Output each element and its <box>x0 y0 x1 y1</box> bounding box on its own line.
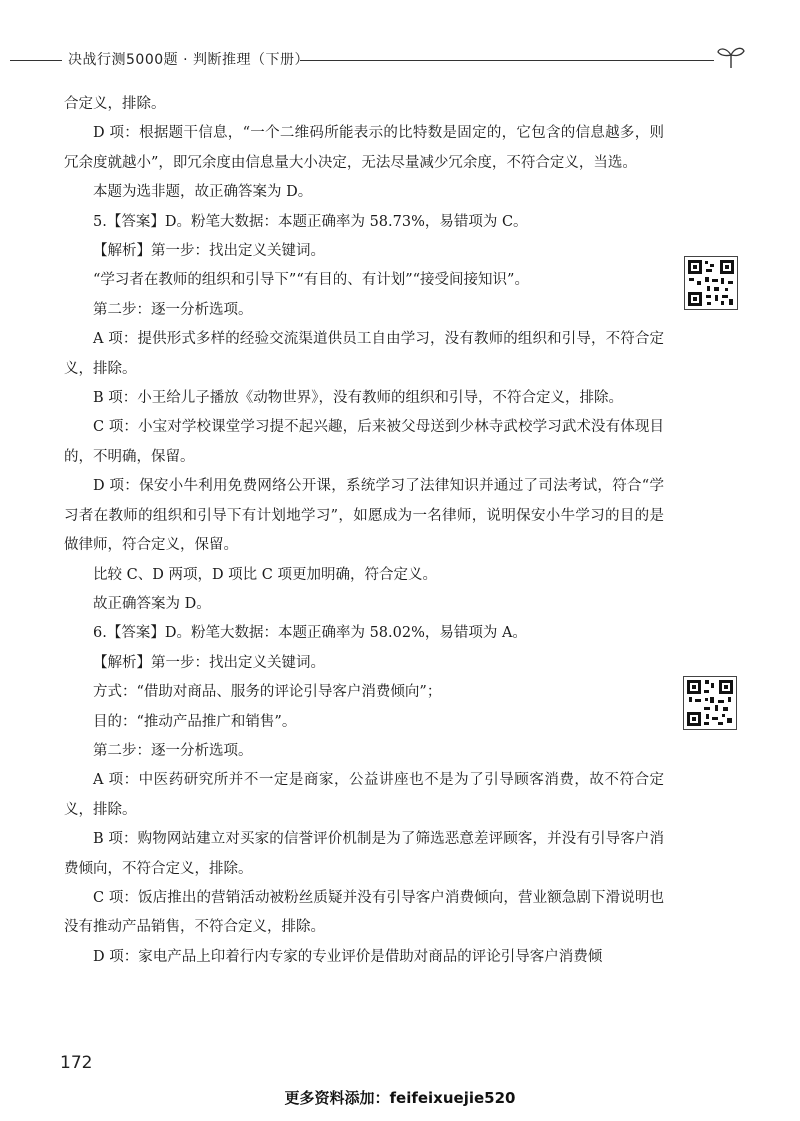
answer-heading-5: 5.【答案】D。粉笔大数据：本题正确率为 58.73%，易错项为 C。 <box>93 213 528 230</box>
paragraph: 本题为选非题，故正确答案为 D。 <box>93 184 313 201</box>
paragraph: D 项：保安小牛利用免费网络公开课，系统学习了法律知识并通过了司法考试，符合“学习者在教师的组织和引导下有计划地学习”，如愿成为一名律师，说明保安小牛学习的目的是做律师，符合定义，保留。 <box>64 478 664 554</box>
paragraph: C 项：小宝对学校课堂学习提不起兴趣，后来被父母送到少林寺武校学习武术没有体现目的，不明确，保留。 <box>64 419 664 465</box>
book-title: 决战行测5000题 · 判断推理（下册） <box>68 52 309 68</box>
analysis-heading: 【解析】第一步：找出定义关键词。 <box>93 243 325 260</box>
paragraph: D 项：根据题干信息，“一个二维码所能表示的比特数是固定的，它包含的信息越多，则冗余度就越小”，即冗余度由信息量大小决定，无法尽量减少冗余度，不符合定义，当选。 <box>64 125 664 171</box>
paragraph: B 项：小王给儿子播放《动物世界》，没有教师的组织和引导，不符合定义，排除。 <box>93 390 624 407</box>
paragraph: D 项：家电产品上印着行内专家的专业评价是借助对商品的评论引导客户消费倾 <box>93 948 603 965</box>
paragraph: 合定义，排除。 <box>64 96 166 112</box>
body-text <box>64 90 664 972</box>
header-rule-right <box>300 60 714 61</box>
paragraph: 故正确答案为 D。 <box>93 595 211 612</box>
paragraph: A 项：中医药研究所并不一定是商家，公益讲座也不是为了引导顾客消费，故不符合定义，排除。 <box>64 772 664 818</box>
page-header <box>0 44 800 74</box>
page-number: 172 <box>60 1053 93 1073</box>
analysis-heading: 【解析】第一步：找出定义关键词。 <box>93 654 325 671</box>
footer-note: 更多资料添加：feifeixuejie520 <box>284 1089 516 1107</box>
paragraph: C 项：饭店推出的营销活动被粉丝质疑并没有引导客户消费倾向，营业额急剧下滑说明也没有推动产品销售，不符合定义，排除。 <box>64 889 664 936</box>
paragraph: 比较 C、D 两项，D 项比 C 项更加明确，符合定义。 <box>93 566 437 583</box>
paragraph: B 项：购物网站建立对买家的信誉评价机制是为了筛选恶意差评顾客，并没有引导客户消费倾向，不符合定义，排除。 <box>64 831 664 877</box>
paragraph: A 项：提供形式多样的经验交流渠道供员工自由学习，没有教师的组织和引导，不符合定义，排除。 <box>64 331 664 377</box>
paragraph: 第二步：逐一分析选项。 <box>93 742 253 759</box>
paragraph: 方式：“借助对商品、服务的评论引导客户消费倾向”； <box>93 684 442 701</box>
paragraph: “学习者在教师的组织和引导下”“有目的、有计划”“接受间接知识”。 <box>93 272 529 289</box>
sprout-leaf-icon <box>716 44 746 70</box>
qr-code-icon[interactable] <box>683 676 737 730</box>
header-rule-left <box>10 60 62 61</box>
qr-code-icon[interactable] <box>684 256 738 310</box>
answer-heading-6: 6.【答案】D。粉笔大数据：本题正确率为 58.02%，易错项为 A。 <box>93 625 527 642</box>
paragraph: 第二步：逐一分析选项。 <box>93 301 253 318</box>
paragraph: 目的：“推动产品推广和销售”。 <box>93 713 297 730</box>
